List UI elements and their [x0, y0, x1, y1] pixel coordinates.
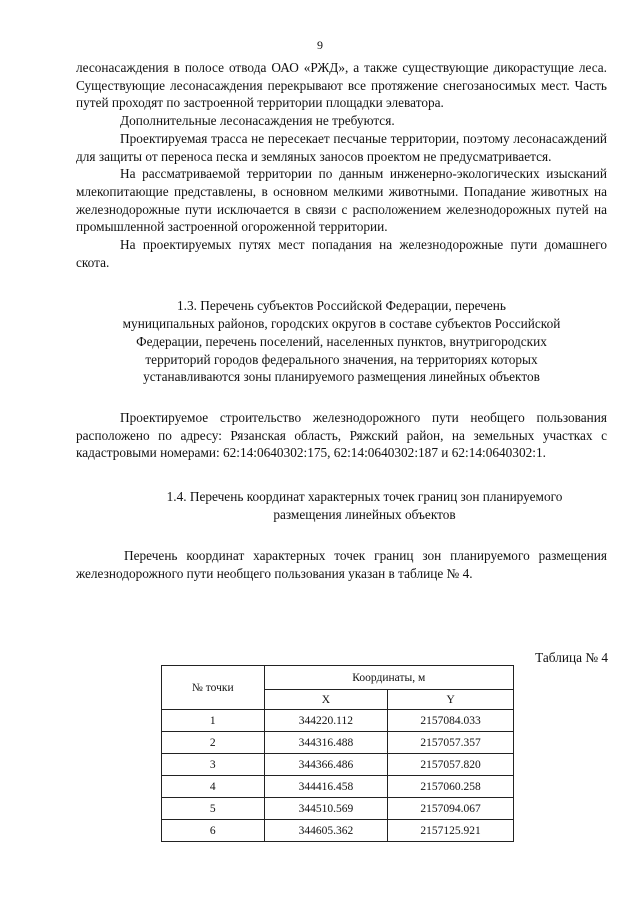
page-number: 9 — [317, 38, 323, 52]
table-row — [162, 798, 514, 820]
section-1-3-heading — [76, 297, 607, 386]
heading-line: муниципальных районов, городских округов в составе субъектов Российской — [122, 316, 561, 332]
cell-y: 2157084.033 — [388, 710, 514, 732]
header-point-number: № точки — [162, 666, 265, 710]
cell-x: 344220.112 — [264, 710, 388, 732]
section-1-4-heading — [76, 488, 607, 523]
paragraph-forest-plantings: лесонасаждения в полосе отвода ОАО «РЖД», а также существующие дикорастущие леса. Существующие лесонасаждения перекрывают все протяжение снегозаносимых мест. Часть путей проходят по застроенной территории площадки элеватора. — [76, 60, 607, 111]
cell-point: 2 — [162, 732, 265, 754]
cell-y: 2157057.820 — [388, 754, 514, 776]
section-1-3-text: Проектируемое строительство железнодорожного пути необщего пользования расположено по адресу: Рязанская область, Ряжский район, на земельных участках с кадастровыми номерами: 62:14:0640302:175, 62:14:0640302:187 и 62:14:0640302:1. — [76, 409, 607, 461]
table-caption: Таблица № 4 — [535, 650, 608, 665]
cell-point: 3 — [162, 754, 265, 776]
header-coordinates: Координаты, м — [264, 666, 513, 690]
heading-line: размещения линейных объектов — [273, 506, 456, 522]
heading-line: устанавливаются зоны планируемого размещения линейных объектов — [143, 369, 540, 385]
cell-y: 2157057.357 — [388, 732, 514, 754]
heading-line: Федерации, перечень поселений, населенных пунктов, внутригородских — [136, 333, 547, 349]
cell-y: 2157125.921 — [388, 820, 514, 842]
heading-line: 1.3. Перечень субъектов Российской Федерации, перечень — [177, 298, 506, 314]
cell-point: 1 — [162, 710, 265, 732]
table-row — [162, 710, 514, 732]
cell-x: 344316.488 — [264, 732, 388, 754]
coordinates-table — [161, 665, 514, 842]
table-row — [162, 820, 514, 842]
document-body — [76, 59, 607, 583]
paragraph-no-additional-plantings: Дополнительные лесонасаждения не требуются. — [120, 113, 395, 129]
cell-point: 4 — [162, 776, 265, 798]
cell-x: 344366.486 — [264, 754, 388, 776]
header-y: Y — [388, 690, 514, 710]
cell-y: 2157060.258 — [388, 776, 514, 798]
heading-line: 1.4. Перечень координат характерных точек границ зон планируемого — [166, 489, 563, 505]
paragraph-sand-areas: Проектируемая трасса не пересекает песчаные территории, поэтому лесонасаждений для защиты от переноса песка и земляных заносов проектом не предусматривается. — [76, 130, 607, 164]
section-1-4-text: Перечень координат характерных точек границ зон планируемого размещения железнодорожного пути необщего пользования указан в таблице № 4. — [76, 548, 607, 582]
table-row — [162, 754, 514, 776]
heading-line: территорий городов федерального значения, на территориях которых — [145, 351, 538, 367]
paragraph-animals: На рассматриваемой территории по данным инженерно-экологических изысканий млекопитающие представлены, в основном мелкими животными. Попадание животных на железнодорожные пути исключается в связи с расположением железнодорожных путей на промышленной застроенной огороженной территории. — [76, 166, 607, 235]
cell-x: 344605.362 — [264, 820, 388, 842]
paragraph-livestock: На проектируемых путях мест попадания на железнодорожные пути домашнего скота. — [76, 237, 607, 270]
table-row — [162, 732, 514, 754]
header-x: X — [264, 690, 388, 710]
cell-y: 2157094.067 — [388, 798, 514, 820]
cell-x: 344416.458 — [264, 776, 388, 798]
cell-x: 344510.569 — [264, 798, 388, 820]
table-row — [162, 776, 514, 798]
cell-point: 6 — [162, 820, 265, 842]
cell-point: 5 — [162, 798, 265, 820]
